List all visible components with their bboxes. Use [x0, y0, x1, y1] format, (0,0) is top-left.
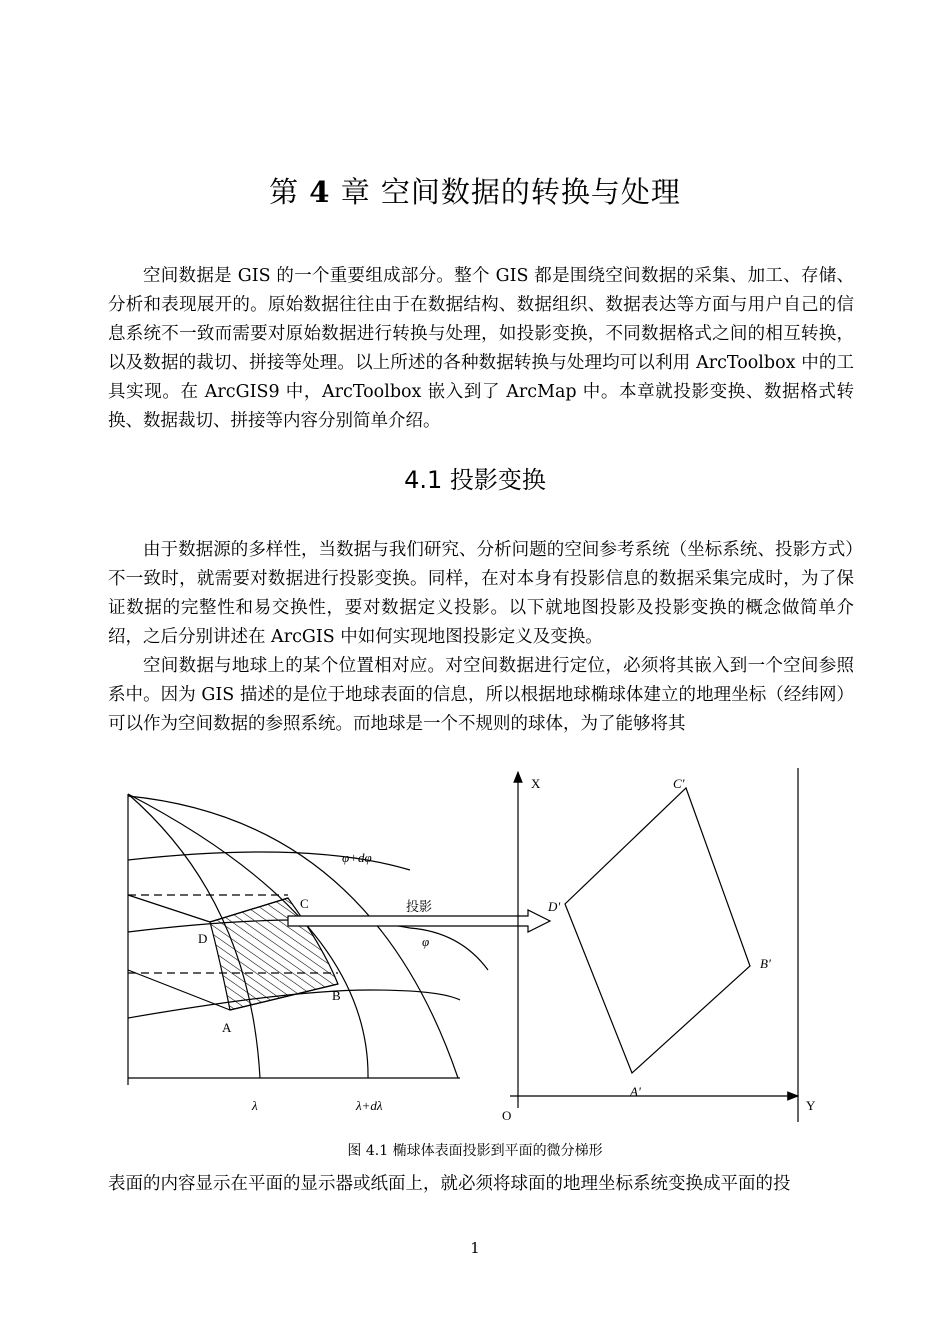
label-b-prime: B' [760, 956, 771, 971]
section-paragraph-2: 空间数据与地球上的某个位置相对应。对空间数据进行定位，必须将其嵌入到一个空间参照系中。因为 GIS 描述的是位于地球表面的信息，所以根据地球椭球体建立的地理坐标（经纬网）可以作为空间数据的参照系统。而地球是一个不规则的球体，为了能够将其 [108, 656, 854, 734]
hatched-trapezoid [210, 898, 338, 1010]
ray-d [128, 895, 210, 922]
label-b: B [332, 988, 341, 1003]
label-phi: φ [422, 934, 430, 949]
projection-figure [110, 760, 830, 1130]
plane-coordinates [510, 768, 798, 1122]
label-d: D [198, 931, 208, 946]
label-lambda: λ [252, 1098, 258, 1113]
section-title: 4.1 投影变换 [404, 466, 546, 494]
label-c: C [300, 896, 309, 911]
continuation-text: 表面的内容显示在平面的显示器或纸面上，就必须将球面的地理坐标系统变换成平面的投 [108, 1174, 791, 1194]
label-phi-dphi: φ+dφ [342, 850, 372, 865]
projection-diagram [110, 760, 830, 1130]
chapter-number: 4 [309, 175, 331, 209]
label-a: A [222, 1020, 232, 1035]
page-number: 1 [470, 1239, 480, 1257]
label-x-axis: X [531, 776, 541, 791]
chapter-prefix: 第 [269, 175, 310, 209]
ray-a [128, 970, 230, 1010]
label-projection: 投影 [406, 899, 433, 914]
projection-arrow [288, 899, 550, 932]
chapter-title [0, 170, 950, 211]
label-origin: O [502, 1108, 512, 1123]
label-lambda-dlambda: λ+dλ [356, 1098, 383, 1113]
section-paragraph-1: 由于数据源的多样性，当数据与我们研究、分析问题的空间参考系统（坐标系统、投影方式）不一致时，就需要对数据进行投影变换。同样，在对本身有投影信息的数据采集完成时，为了保证数据的完整性和易交换性，要对数据定义投影。以下就地图投影及投影变换的概念做简单介绍，之后分别讲述在 ArcGIS 中如何实现地图投影定义及变换。 [108, 540, 854, 647]
label-a-prime: A' [630, 1084, 641, 1099]
chapter-suffix: 章 空间数据的转换与处理 [330, 175, 681, 209]
projected-quadrilateral [565, 788, 750, 1073]
intro-paragraph: 空间数据是 GIS 的一个重要组成部分。整个 GIS 都是围绕空间数据的采集、加工、存储、分析和表现展开的。原始数据往往由于在数据结构、数据组织、数据表达等方面与用户自己的信息系统不一致而需要对原始数据进行转换与处理，如投影变换，不同数据格式之间的相互转换，以及数据的裁切、拼接等处理。以上所述的各种数据转换与处理均可以利用 ArcToolbox 中的工具实现。在 ArcGIS9 中，ArcToolbox 嵌入到了 ArcMap 中。本章就投影变换、数据格式转换、数据裁切、拼接等内容分别简单介绍。 [108, 266, 854, 431]
label-d-prime: D' [548, 899, 561, 914]
figure-caption: 图 4.1 椭球体表面投影到平面的微分梯形 [347, 1143, 603, 1159]
label-c-prime: C' [673, 776, 685, 791]
label-y-axis: Y [806, 1098, 816, 1113]
